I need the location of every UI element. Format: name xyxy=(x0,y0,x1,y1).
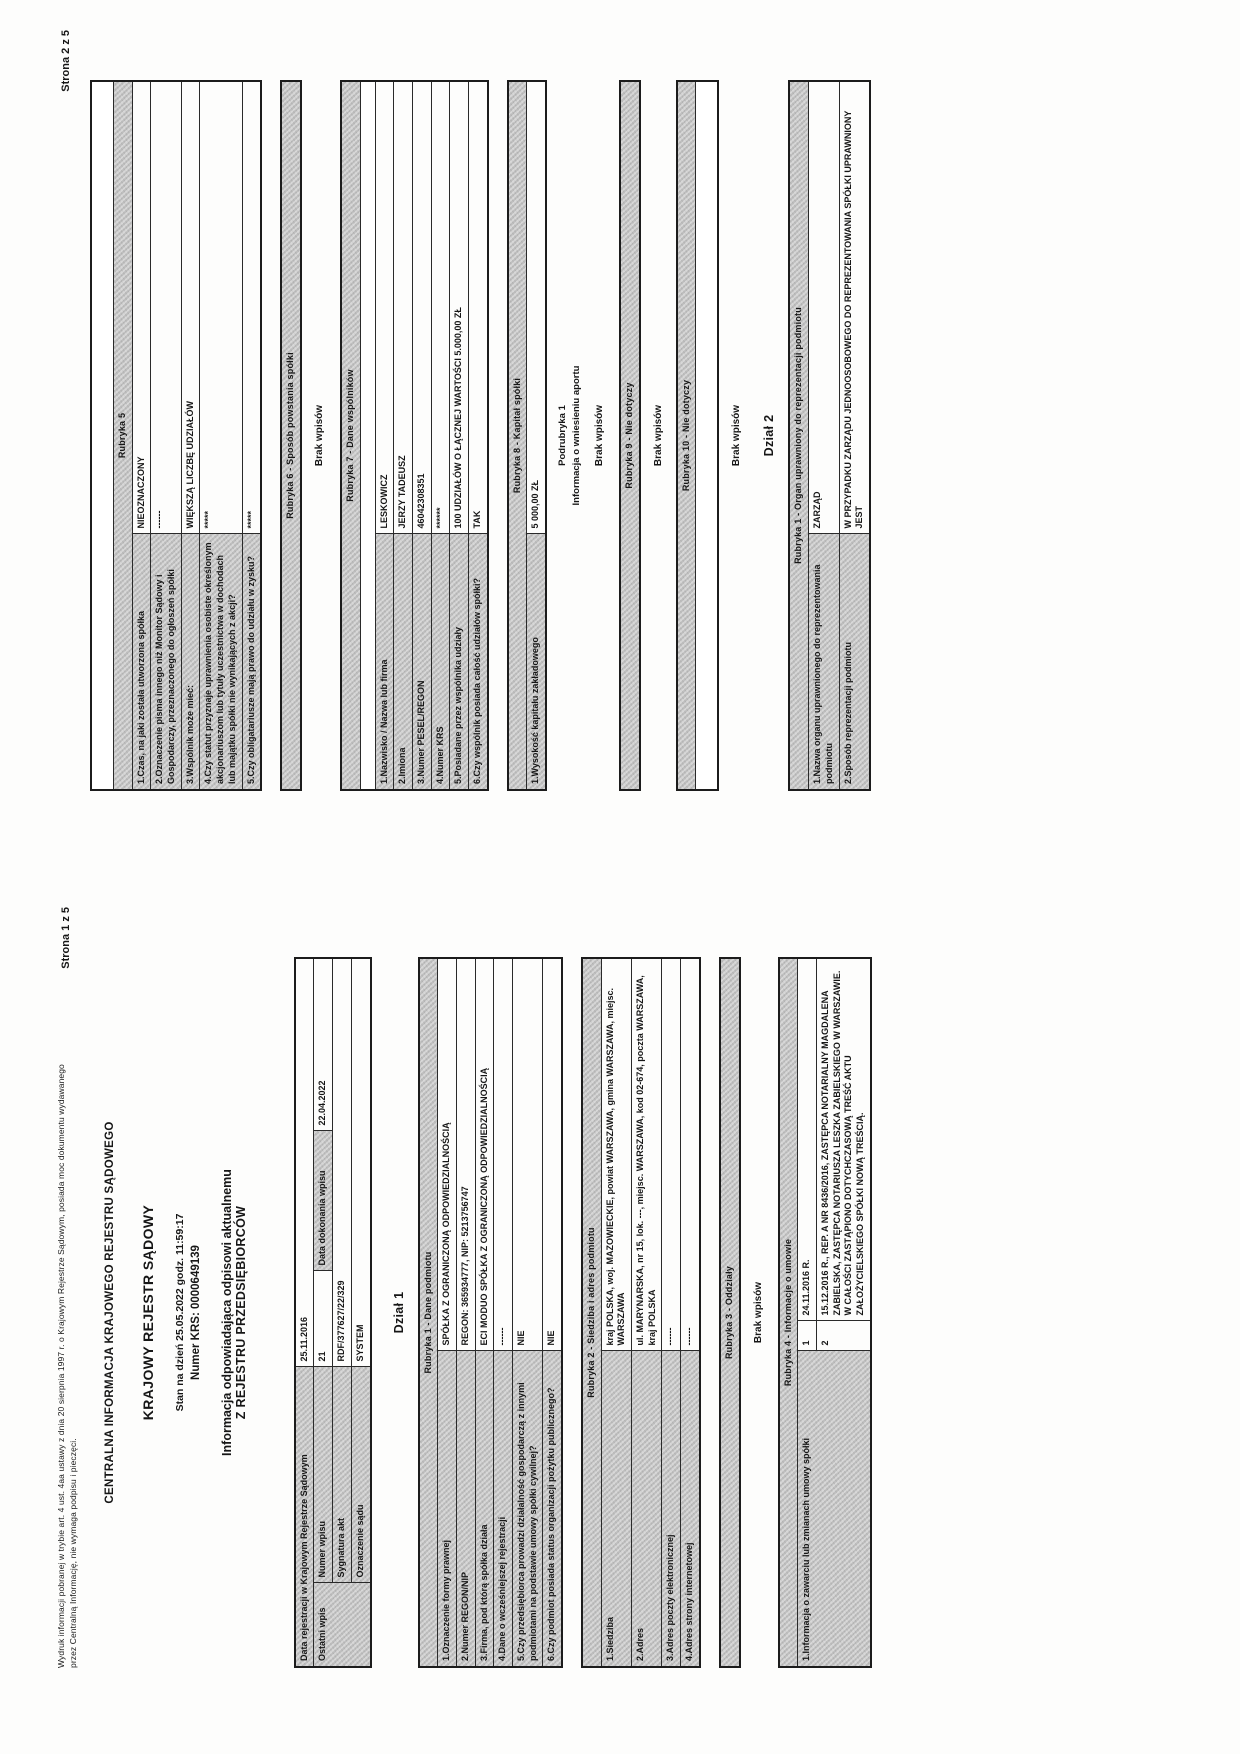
entry-text: 24.11.2016 R. xyxy=(798,958,817,1321)
row-value: ***** xyxy=(200,81,242,534)
row-value: ul. MARYNARSKA, nr 15, lok. ---, miejsc. WARSZAWA, kod 02-674, poczta WARSZAWA, kraj POLSKA xyxy=(632,958,662,1351)
rubryka-10-heading: Rubryka 10 - Nie dotyczy xyxy=(677,81,696,790)
row-label: 3.Firma, pod którą spółka działa xyxy=(475,1351,494,1667)
info-title-line-1: Informacja odpowiadająca odpisowi aktualnemu xyxy=(219,1169,234,1456)
table-row xyxy=(281,81,301,790)
row-value: 5 000,00 ZŁ xyxy=(527,81,546,534)
rubryka-8-heading: Rubryka 8 - Kapitał spółki xyxy=(508,81,527,790)
row-value: TAK xyxy=(469,81,488,534)
row-label: 1.Nazwa organu uprawnionego do reprezentowania podmiotu xyxy=(809,534,839,790)
row-label: 2.Sposób reprezentacji podmiotu xyxy=(839,534,870,790)
entry-text: 15.12.2016 R., REP. A NR 8436/2016, ZASTĘPCA NOTARIALNY MAGDALENA ZABIELSKA, ZASTĘPCA NOTARIUSZA LESZKA ZABIELSKIEGO W WARSZAWIE. W CAŁOŚCI ZASTĄPIONO DOTYCHCZASOWĄ TREŚĆ AKTU ZAŁOŻYCIELSKIEGO SPÓŁKI NOWĄ TREŚCIĄ. xyxy=(816,958,870,1321)
empty-row xyxy=(696,81,719,790)
empty-continuation-row xyxy=(91,81,114,790)
row-label: 1.Informacja o zawarciu lub zmianach umowy spółki xyxy=(798,1351,871,1667)
table-row xyxy=(543,958,562,1667)
row-value: ------ xyxy=(151,81,181,534)
row-label: Oznaczenie sądu xyxy=(351,1367,370,1583)
row-value: ****** xyxy=(431,81,450,534)
dzial2-rubryka-1-table xyxy=(788,80,870,791)
table-row xyxy=(677,81,696,790)
row-label: 4.Adres strony internetowej xyxy=(681,1351,700,1667)
table-row xyxy=(333,958,352,1667)
row-label: Data dokonania wpisu xyxy=(314,1131,333,1271)
table-row xyxy=(394,81,413,790)
table-row xyxy=(181,81,200,790)
table-row xyxy=(601,958,631,1667)
row-label: Sygnatura akt xyxy=(333,1367,352,1583)
registration-table xyxy=(294,957,372,1668)
table-row xyxy=(412,81,431,790)
rubryka-10-table xyxy=(676,80,720,791)
row-label: 3.Adres poczty elektronicznej xyxy=(662,1351,681,1667)
rubryka-9-table xyxy=(619,80,641,791)
row-label: 1.Czas, na jaki została utworzona spółka xyxy=(132,534,151,790)
table-row xyxy=(438,958,457,1667)
row-label: 5.Czy przedsiębiorca prowadzi działalność gospodarczą z innymi podmiotami na podstawie umowy spółki cywilnej? xyxy=(512,1351,542,1667)
row-label: 6.Czy podmiot posiada status organizacji pożytku publicznego? xyxy=(543,1351,562,1667)
row-label: 2.Oznaczenie pisma innego niż Monitor Sądowy i Gospodarczy, przeznaczonego do ogłoszeń spółki xyxy=(151,534,181,790)
row-value: ------ xyxy=(662,958,681,1351)
row-label: 2.Numer REGON/NIP xyxy=(456,1351,475,1667)
table-row xyxy=(582,958,601,1667)
row-value: SPÓŁKA Z OGRANICZONĄ ODPOWIEDZIALNOŚCIĄ xyxy=(438,958,457,1351)
table-row xyxy=(720,958,740,1667)
rubryka-9-heading: Rubryka 9 - Nie dotyczy xyxy=(620,81,640,790)
rubryka-1-heading: Rubryka 1 - Dane podmiotu xyxy=(419,958,438,1667)
table-row xyxy=(242,81,261,790)
table-row xyxy=(620,81,640,790)
row-value: ------ xyxy=(494,958,513,1351)
row-label: 1.Wysokość kapitału zakładowego xyxy=(527,534,546,790)
printout-disclaimer: Wydruk informacji pobranej w trybie art. 4 ust. 4aa ustawy z dnia 20 sierpnia 1997 r. o Krajowym Rejestrze Sądowym, posiada moc dokumentu wydawanego przez Centralną Informację, nie wymaga podpisu i pieczęci. xyxy=(56,1064,78,1668)
krs-number-line: Numer KRS: 0000649139 xyxy=(189,1245,202,1380)
no-entries-note: Brak wpisów xyxy=(594,404,606,467)
row-value: 100 UDZIAŁÓW O ŁĄCZNEJ WARTOŚCI 5.000,00 ZŁ xyxy=(450,81,469,534)
row-value: RDF/377627/22/329 xyxy=(333,958,352,1367)
row-label: 4.Dane o wcześniejszej rejestracji xyxy=(494,1351,513,1667)
row-label: 1.Siedziba xyxy=(601,1351,631,1667)
table-row xyxy=(469,81,488,790)
row-label: 6.Czy wspólnik posiada całość udziałów spółki? xyxy=(469,534,488,790)
row-value: SYSTEM xyxy=(351,958,370,1367)
row-value: ZARZĄD xyxy=(809,81,839,534)
table-row xyxy=(419,958,438,1667)
registry-title: KRAJOWY REJESTR SĄDOWY xyxy=(139,1204,156,1421)
no-entries-note: Brak wpisów xyxy=(731,404,743,467)
row-label: 2.Adres xyxy=(632,1351,662,1667)
table-row xyxy=(91,81,114,790)
rubryka-5-table xyxy=(90,80,262,791)
page-number: Strona 2 z 5 xyxy=(60,30,72,92)
table-row xyxy=(132,81,151,790)
table-row xyxy=(360,81,375,790)
table-row xyxy=(512,958,542,1667)
table-row xyxy=(789,81,808,790)
table-row xyxy=(494,958,513,1667)
table-row xyxy=(456,958,475,1667)
dzial-1-title: Dział 1 xyxy=(391,1291,406,1334)
table-row xyxy=(375,81,394,790)
rubryka-3-table xyxy=(719,957,741,1668)
rubryka-6-heading: Rubryka 6 - Sposób powstania spółki xyxy=(281,81,301,790)
row-value: 25.11.2016 xyxy=(295,958,314,1367)
row-value: 21 xyxy=(314,1271,333,1367)
table-row xyxy=(508,81,527,790)
row-value: ECI MODUO SPÓŁKA Z OGRANICZONĄ ODPOWIEDZIALNOŚCIĄ xyxy=(475,958,494,1351)
row-value: NIEOZNACZONY xyxy=(132,81,151,534)
table-row xyxy=(839,81,870,790)
rubryka-7-heading: Rubryka 7 - Dane wspólników xyxy=(341,81,360,790)
row-value: 22.04.2022 xyxy=(314,958,333,1131)
rubryka-7-table xyxy=(340,80,489,791)
row-value: 46042308351 xyxy=(412,81,431,534)
table-row xyxy=(632,958,662,1667)
row-label: 4.Numer KRS xyxy=(431,534,450,790)
table-row xyxy=(779,958,798,1667)
table-row xyxy=(151,81,181,790)
table-row xyxy=(798,958,817,1667)
table-row xyxy=(696,81,719,790)
page-number: Strona 1 z 5 xyxy=(60,907,72,969)
row-value: ------ xyxy=(681,958,700,1351)
row-value: W PRZYPADKU ZARZĄDU JEDNOOSOBOWEGO DO REPREZENTOWANIA SPÓŁKI UPRAWNIONY JEST xyxy=(839,81,870,534)
row-label: 1.Nazwisko / Nazwa lub firma xyxy=(375,534,394,790)
table-row xyxy=(431,81,450,790)
rubryka-1-table xyxy=(418,957,564,1668)
table-row xyxy=(450,81,469,790)
row-value: NIE xyxy=(543,958,562,1351)
rubryka-4-heading: Rubryka 4 - Informacje o umowie xyxy=(779,958,798,1667)
entry-number: 2 xyxy=(816,1321,870,1351)
row-value: WIĘKSZĄ LICZBĘ UDZIAŁÓW xyxy=(181,81,200,534)
row-value: JERZY TADEUSZ xyxy=(394,81,413,534)
table-row xyxy=(662,958,681,1667)
table-row xyxy=(351,958,370,1667)
table-row xyxy=(475,958,494,1667)
table-row xyxy=(314,958,333,1667)
rubryka-5-heading: Rubryka 5 xyxy=(114,81,133,790)
table-row xyxy=(200,81,242,790)
no-entries-note: Brak wpisów xyxy=(313,404,325,467)
dzial-2-title: Dział 2 xyxy=(762,414,777,457)
row-label: 5.Czy obligatariusze mają prawo do udziału w zysku? xyxy=(242,534,261,790)
last-entry-label: Ostatni wpis xyxy=(314,1583,371,1667)
podrubryka-subtitle: Informacja o wniesieniu aportu xyxy=(571,365,583,506)
row-label: Numer wpisu xyxy=(314,1367,333,1583)
entry-number: 1 xyxy=(798,1321,817,1351)
empty-spacer-row xyxy=(360,81,375,790)
info-title-line-2: Z REJESTRU PRZEDSIĘBIORCÓW xyxy=(233,1205,248,1420)
rubryka-2-heading: Rubryka 2 - Siedziba i adres podmiotu xyxy=(582,958,601,1667)
row-label: 5.Posiadane przez wspólnika udziały xyxy=(450,534,469,790)
row-value: NIE xyxy=(512,958,542,1351)
rubryka-8-table xyxy=(507,80,547,791)
rubryka-2-table xyxy=(581,957,701,1668)
rubryka-4-table xyxy=(778,957,872,1668)
table-row xyxy=(295,958,314,1667)
page-2-content xyxy=(0,0,901,877)
no-entries-note: Brak wpisów xyxy=(652,404,664,467)
row-value: LESKOWICZ xyxy=(375,81,394,534)
rubryka-6-table xyxy=(280,80,302,791)
row-label: 1.Oznaczenie formy prawnej xyxy=(438,1351,457,1667)
page-1-content xyxy=(0,877,902,1754)
row-label: 2.Imiona xyxy=(394,534,413,790)
rubryka-3-heading: Rubryka 3 - Oddziały xyxy=(720,958,740,1667)
central-information-title: CENTRALNA INFORMACJA KRAJOWEGO REJESTRU SĄDOWEGO xyxy=(103,1121,116,1504)
table-row xyxy=(114,81,133,790)
dzial2-rubryka-1-heading: Rubryka 1 - Organ uprawniony do reprezentacji podmiotu xyxy=(789,81,808,790)
podrubryka-title: Podrubryka 1 xyxy=(557,405,569,466)
table-row xyxy=(527,81,546,790)
document-page-1 xyxy=(0,877,1240,1754)
table-row xyxy=(681,958,700,1667)
row-label: 3.Wspólnik może mieć: xyxy=(181,534,200,790)
row-label: Data rejestracji w Krajowym Rejestrze Sądowym xyxy=(295,1367,314,1667)
row-value: ***** xyxy=(242,81,261,534)
row-label: 3.Numer PESEL/REGON xyxy=(412,534,431,790)
table-row xyxy=(341,81,360,790)
row-value: kraj POLSKA, woj. MAZOWIECKIE, powiat WARSZAWA, gmina WARSZAWA, miejsc. WARSZAWA xyxy=(601,958,631,1351)
table-row xyxy=(809,81,839,790)
row-value: REGON: 365934777, NIP: 5213756747 xyxy=(456,958,475,1351)
row-label: 4.Czy statut przyznaje uprawnienia osobiste określonym akcjonariuszom lub tytuły uczestnictwa w dochodach lub majątku spółki nie wynikających z akcji? xyxy=(200,534,242,790)
state-as-of-line: Stan na dzień 25.05.2022 godz. 11:59:17 xyxy=(173,1213,186,1412)
no-entries-note: Brak wpisów xyxy=(752,1281,764,1344)
